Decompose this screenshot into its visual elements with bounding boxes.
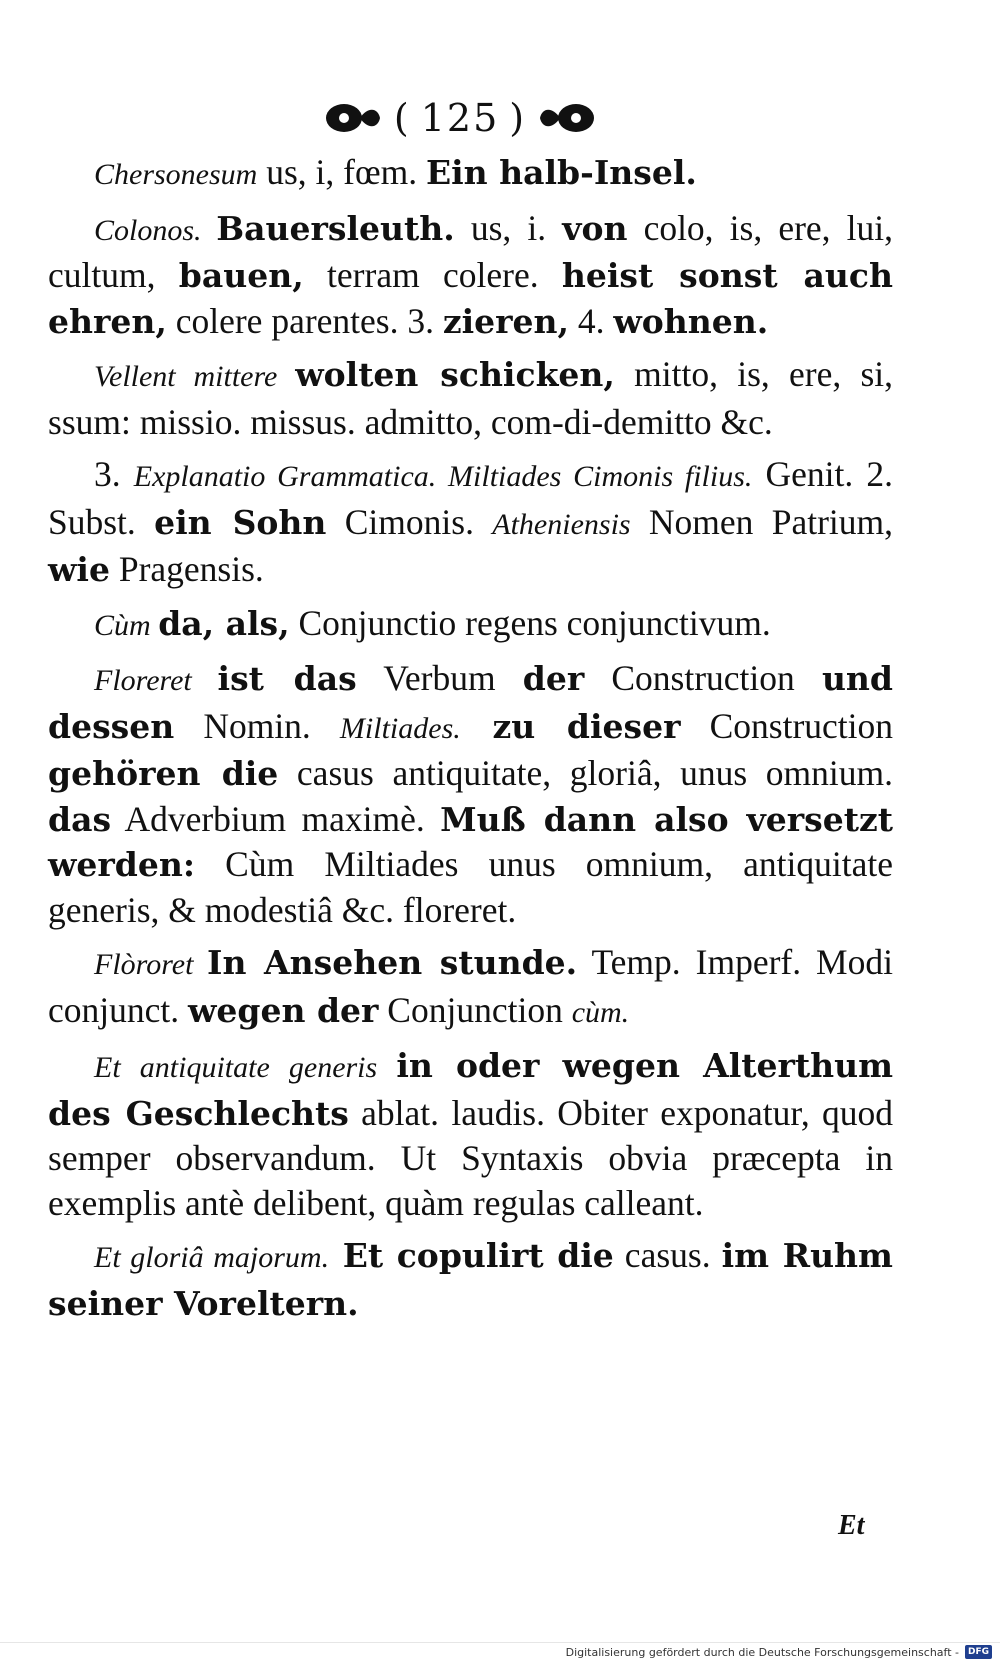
footer-divider xyxy=(0,1642,1000,1643)
fraktur-run: gehören die xyxy=(48,754,279,793)
text-paragraph xyxy=(48,1043,893,1225)
roman-run: Pragensis. xyxy=(109,549,264,589)
page-number: 125 xyxy=(420,96,500,140)
roman-run: Conjunction xyxy=(378,989,572,1030)
page-number-left-paren: ( xyxy=(393,96,411,140)
roman-run: Genit. 2. Subst. xyxy=(48,454,894,542)
roman-run: casus. xyxy=(613,1235,722,1275)
text-paragraph xyxy=(48,656,893,932)
latin-italic-run: cùm. xyxy=(571,995,630,1029)
fraktur-run: der xyxy=(522,659,585,698)
fraktur-run: wie xyxy=(48,550,110,589)
fraktur-run: da, als, xyxy=(158,603,290,643)
fraktur-run: In Ansehen stunde. xyxy=(207,943,578,982)
fraktur-run: zieren, xyxy=(442,301,569,341)
fraktur-run: Bauersleuth. xyxy=(216,208,455,248)
fraktur-run: in oder wegen Alterthum des Geschlechts xyxy=(48,1046,893,1133)
roman-run: Temp. Imperf. Modi conjunct. xyxy=(48,942,893,1030)
text-paragraph xyxy=(48,1233,893,1326)
fraktur-run: Ein halb-Insel. xyxy=(425,153,697,192)
page-body-text xyxy=(48,150,893,1334)
latin-italic-run: Explanatio Grammatica. Miltiades Cimonis filius. xyxy=(133,460,753,493)
roman-run: Nomin. xyxy=(174,705,340,746)
latin-italic-run: Miltiades. xyxy=(339,711,461,745)
fraktur-run: Muß dann also versetzt werden: xyxy=(48,799,893,884)
roman-run: Conjunctio regens conjunctivum. xyxy=(289,602,771,643)
printer-ornament-left-icon xyxy=(322,98,384,138)
page-number-right-paren: ) xyxy=(509,96,527,140)
fraktur-run: im Ruhm seiner Voreltern. xyxy=(48,1236,893,1323)
latin-italic-run: Et antiquitate generis xyxy=(94,1051,397,1084)
fraktur-run: bauen, xyxy=(178,256,304,295)
text-paragraph xyxy=(48,352,893,444)
printer-ornament-right-icon xyxy=(536,98,598,138)
roman-run: Adverbium maximè. xyxy=(111,798,441,839)
text-paragraph xyxy=(48,150,893,198)
fraktur-run: zu dieser xyxy=(460,706,681,746)
roman-run: 4. xyxy=(568,300,614,341)
latin-italic-run: Et gloriâ majorum. xyxy=(94,1241,330,1274)
roman-run: ablat. laudis. Obiter exponatur, quod semper observandum. Ut Syntaxis obvia præcepta in exemplis antè delibent, quàm regulas calleant. xyxy=(48,1092,893,1223)
latin-italic-run: Flòroret xyxy=(94,948,208,981)
fraktur-run: und dessen xyxy=(48,659,893,746)
roman-run: colere parentes. 3. xyxy=(166,300,443,341)
latin-italic-run: Chersonesum xyxy=(94,158,258,191)
fraktur-run: von xyxy=(562,208,628,248)
digitization-footer xyxy=(566,1645,992,1659)
roman-run: us, i. xyxy=(454,207,563,248)
catchword: Et xyxy=(838,1510,865,1541)
text-paragraph xyxy=(48,452,893,593)
roman-run: Cimonis. xyxy=(326,501,493,542)
latin-italic-run: Vellent mittere xyxy=(94,360,296,393)
fraktur-run: das xyxy=(48,799,112,839)
text-paragraph xyxy=(48,601,893,649)
roman-run: mitto, is, ere, si, ssum: missio. missus. admitto, com-di-demitto &c. xyxy=(48,354,894,442)
fraktur-run: wolten schicken, xyxy=(295,355,615,394)
fraktur-run: wegen der xyxy=(188,990,379,1030)
fraktur-run: wohnen. xyxy=(613,301,769,341)
fraktur-run: Et copulirt die xyxy=(329,1236,614,1275)
fraktur-run: ein Sohn xyxy=(154,502,327,542)
roman-run: casus antiquitate, gloriâ, unus omnium. xyxy=(278,753,893,793)
roman-run: colo, is, ere, lui, cultum, xyxy=(48,207,893,295)
roman-run: Construction xyxy=(584,658,822,698)
latin-italic-run: Floreret xyxy=(94,664,218,697)
roman-run: terram colere. xyxy=(303,255,562,295)
text-paragraph xyxy=(48,940,893,1035)
roman-run: Verbum xyxy=(356,658,523,698)
dfg-logo-icon: DFG xyxy=(965,1645,992,1659)
roman-run: us, i, fœm. xyxy=(257,152,426,192)
text-paragraph xyxy=(48,206,893,345)
page-header xyxy=(300,88,620,148)
fraktur-run: ist das xyxy=(217,659,357,698)
roman-run: Nomen Patrium, xyxy=(630,501,894,542)
roman-run: Cùm Miltiades unus omnium, antiquitate generis, & modestiâ &c. floreret. xyxy=(48,844,893,930)
latin-italic-run: Cùm xyxy=(94,608,159,642)
roman-run: Construction xyxy=(680,705,893,746)
latin-italic-run: Colonos. xyxy=(94,213,217,247)
roman-run: 3. xyxy=(94,454,134,494)
fraktur-run: heist sonst auch ehren, xyxy=(48,256,893,341)
latin-italic-run: Atheniensis xyxy=(492,507,631,541)
footer-credit-text: Digitalisierung gefördert durch die Deutsche Forschungsgemeinschaft - xyxy=(565,1645,959,1659)
